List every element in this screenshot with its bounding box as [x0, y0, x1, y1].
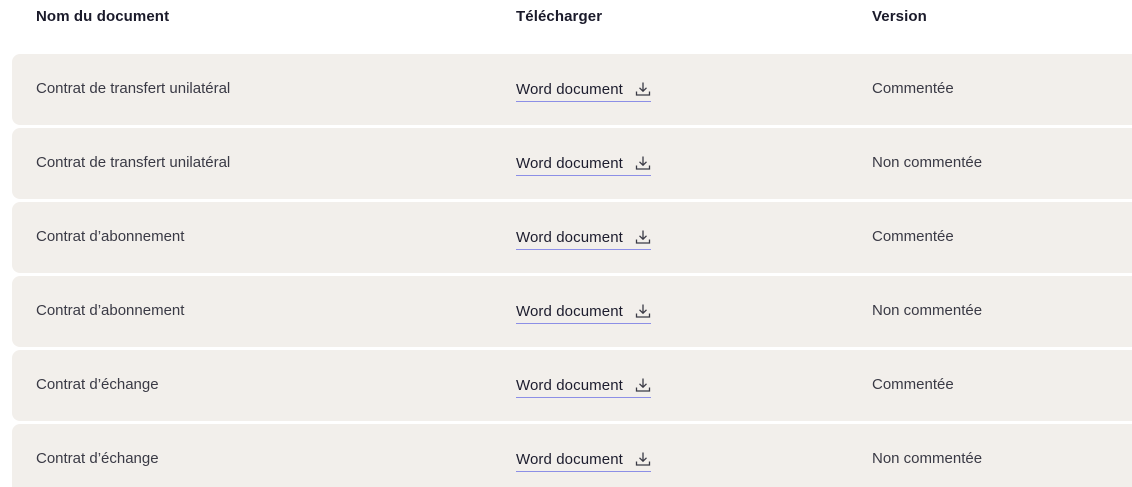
download-link[interactable]: [516, 300, 651, 324]
download-link[interactable]: [516, 226, 651, 250]
column-header-name: Nom du document: [36, 8, 170, 25]
download-link[interactable]: [516, 78, 651, 102]
table-row: [12, 350, 1132, 421]
table-row: [12, 276, 1132, 347]
download-label: Word document: [516, 376, 623, 394]
table-row: [12, 202, 1132, 273]
table-row: [12, 424, 1132, 487]
document-name: Contrat d’abonnement: [36, 302, 185, 319]
download-link[interactable]: [516, 448, 651, 472]
download-label: Word document: [516, 302, 623, 320]
download-label: Word document: [516, 450, 623, 468]
download-label: Word document: [516, 228, 623, 246]
document-name: Contrat de transfert unilatéral: [36, 80, 231, 97]
column-header-download: Télécharger: [516, 8, 603, 25]
document-version: Commentée: [872, 80, 954, 97]
document-version: Non commentée: [872, 154, 983, 171]
document-version: Commentée: [872, 228, 954, 245]
document-version: Non commentée: [872, 450, 983, 467]
download-icon: [635, 451, 651, 467]
document-version: Non commentée: [872, 302, 983, 319]
download-link[interactable]: [516, 152, 651, 176]
document-name: Contrat d’échange: [36, 376, 159, 393]
document-name: Contrat d’abonnement: [36, 228, 185, 245]
download-icon: [635, 303, 651, 319]
document-name: Contrat de transfert unilatéral: [36, 154, 231, 171]
download-label: Word document: [516, 80, 623, 98]
download-label: Word document: [516, 154, 623, 172]
column-header-version: Version: [872, 8, 927, 25]
download-icon: [635, 81, 651, 97]
table-row: [12, 128, 1132, 199]
download-icon: [635, 229, 651, 245]
download-icon: [635, 155, 651, 171]
document-name: Contrat d’échange: [36, 450, 159, 467]
table-row: [12, 54, 1132, 125]
table-header: [0, 0, 1132, 50]
download-icon: [635, 377, 651, 393]
download-link[interactable]: [516, 374, 651, 398]
document-version: Commentée: [872, 376, 954, 393]
